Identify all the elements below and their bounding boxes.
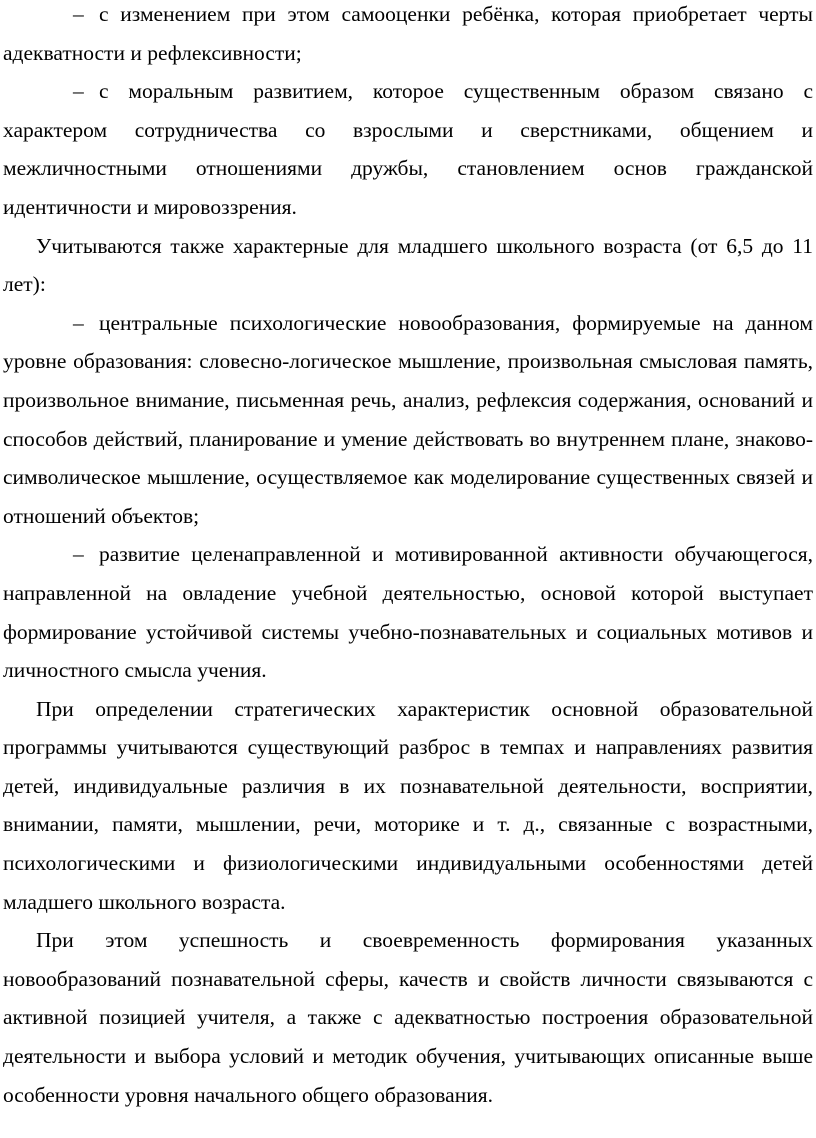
paragraph-text: с моральным развитием, которое существенным образом связано с характером сотрудничества со взрослыми и сверстниками, общением и межличностными отношениями дружбы, становлением основ гражданской идентичности и мировоззрения. <box>3 79 813 219</box>
bullet-marker: – <box>73 2 84 26</box>
paragraph-text: При этом успешность и своевременность формирования указанных новообразований познавательной сферы, качеств и свойств личности связываются с активной позицией учителя, а также с адекватностью построения образовательной деятельности и выбора условий и методик обучения, учитывающих описанные выше особенности уровня начального общего образования. <box>3 928 813 1107</box>
bullet-paragraph-self-esteem <box>3 0 813 72</box>
paragraph-text: развитие целенаправленной и мотивированной активности обучающегося, направленной на овладение учебной деятельностью, основой которой выступает формирование устойчивой системы учебно-познавательных и социальных мотивов и личностного смысла учения. <box>3 542 813 683</box>
paragraph-strategic-characteristics <box>3 690 813 922</box>
paragraph-text: Учитываются также характерные для младшего школьного возраста (от 6,5 до 11 лет): <box>3 233 813 297</box>
bullet-paragraph-moral-development <box>3 72 813 226</box>
bullet-marker: – <box>73 310 84 335</box>
paragraph-text: с изменением при этом самооценки ребёнка, которая приобретает черты адекватности и рефлексивности; <box>3 2 813 65</box>
bullet-marker: – <box>73 79 84 104</box>
bullet-marker: – <box>73 542 84 567</box>
bullet-paragraph-motivated-activity <box>3 535 813 689</box>
paragraph-text: центральные психологические новообразования, формируемые на данном уровне образования: словесно-логическое мышление, произвольная смысловая память, произвольное внимание, письменная речь, анализ, рефлексия содержания, оснований и способов действий, планирование и умение действовать во внутреннем плане, знаково-символическое мышление, осуществляемое как моделирование существенных связей и отношений объектов; <box>3 310 813 528</box>
paragraph-text: При определении стратегических характеристик основной образовательной программы учитываются существующий разброс в темпах и направлениях развития детей, индивидуальные различия в их познавательной деятельности, восприятии, внимании, памяти, мышлении, речи, моторике и т. д., связанные с возрастными, психологическими и физиологическими индивидуальными особенностями детей младшего школьного возраста. <box>3 696 813 914</box>
paragraph-success-conditions <box>3 921 813 1114</box>
bullet-paragraph-psychological-neoformations <box>3 304 813 536</box>
paragraph-age-characteristics <box>3 227 813 304</box>
